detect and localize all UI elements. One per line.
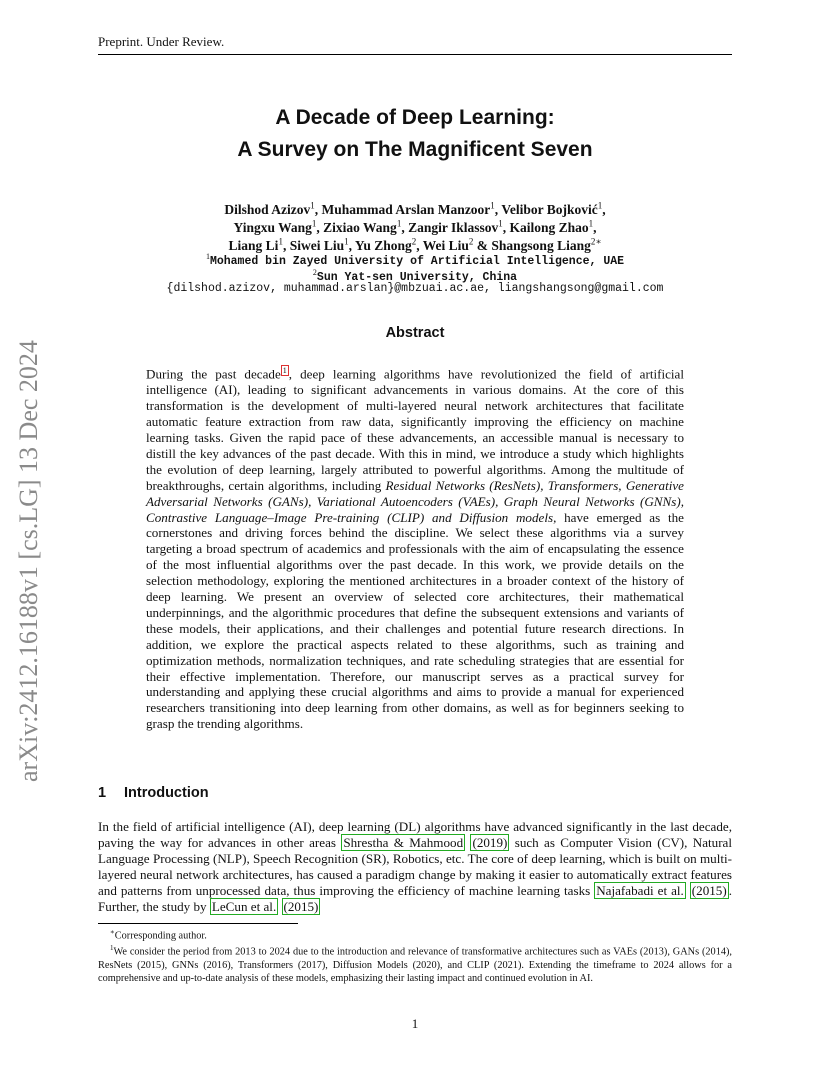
author: Wei Liu$^2$ & — [422, 236, 492, 253]
section-heading — [98, 785, 209, 801]
footnote-rule — [98, 923, 298, 924]
author: Velibor Bojković$^1$, — [501, 200, 606, 217]
author: Yingxu Wang$^1$, — [233, 218, 324, 235]
arxiv-side-stamp: arXiv:2412.16188v1 [cs.LG] 13 Dec 2024 — [14, 340, 43, 782]
citation-link[interactable]: Shrestha & Mahmood — [343, 835, 464, 850]
citation-link[interactable]: Najafabadi et al. — [596, 883, 684, 898]
header-note: Preprint. Under Review. — [98, 34, 225, 49]
citation-year-link[interactable]: (2015) — [691, 883, 727, 898]
author: Shangsong Liang$^{2∗}$ — [491, 236, 602, 253]
abstract-body: During the past decade $^1$ , deep learning algorithms have revolutionized the field of artificial intelligence (AI), leading to significant advancements in various domains. At the core of this transformation is the development of multi-layered neural network architectures that facilitate automatic feature extraction from raw data, significantly improving the efficiency on machine learning tasks. Given the rapid pace of these advancements, an accessible manual is necessary to distill the key advances of the past decade. With this in mind, we introduce a study which highlights the evolution of deep learning, largely attributed to powerful algorithms. Among the multitude of breakthroughs, certain algorithms, including Residual Networks (ResNets), Transformers, Generative Adversarial Networks (GANs), Variational Autoencoders (VAEs), Graph Neural Networks (GNNs), Contrastive Language–Image Pre-training (CLIP) and Diffusion models, have emerged as the cornerstones and driving forces behind the discipline. We select these algorithms via a survey targeting a broad spectrum of academics and professionals with the aim of encapsulating the essence of the most influential algorithms over the past decade. In this work, we provide details on the selection methodology, exploring the mentioned architectures in a broader context of the history of deep learning. We present an overview of selected core architectures, their mathematical underpinnings, and the algorithmic procedures that define the subsequent extensions and variants of these models, their applications, and their challenges and potential future research directions. In addition, we explore the practical aspects related to these algorithms, such as training and optimization methods, normalization techniques, and rate scheduling strategies that are essential for their effective implementation. Therefore, our manuscript serves as a practical survey for understanding and applying these crucial algorithms and aims to provide a manual for experienced researchers transitioning into deep learning from other domains, as well as for beginners seeking to grasp the trending algorithms. — [146, 366, 685, 732]
header-rule — [98, 54, 732, 55]
section-title: Introduction — [124, 785, 209, 801]
author: Siwei Liu$^1$, — [289, 236, 355, 253]
author: Zangir Iklassov$^1$, — [408, 218, 510, 235]
footnote-1: $^1$We consider the period from 2013 to 2024 due to the introduction and relevance of transformative architectures such as VAEs (2013), GANs (2014), ResNets (2015), GNNs (2016), Transformers (2017), Diffusion Models (2020), and CLIP (2021). Extending the timeframe to 2024 allows for a comprehensive and up-to-date analysis of these models, emphasizing their lasting impact and continued evolution in AI. — [98, 944, 732, 984]
affiliation-1: $^1$Mohamed bin Zayed University of Artificial Intelligence, UAE — [205, 252, 625, 268]
page-number: 1 — [411, 1016, 419, 1031]
footnote-corresponding: ∗Corresponding author. — [110, 928, 207, 942]
intro-paragraph: In the field of artificial intelligence (AI), deep learning (DL) algorithms have advanced significantly in the last decade, paving the way for advances in other areas Shrestha & Mahmood (2019) such as Computer Vision (CV), Natural Language Processing (NLP), Speech Recognition (SR), Robotics, etc. The core of deep learning, which is built on multi-layered neural network architectures, has caused a paradigm change by making it easier to automatically extract features and patterns from unprocessed data, thus improving the efficiency of machine learning tasks Najafabadi et al. (2015) . Further, the study by LeCun et al. (2015) — [98, 819, 733, 914]
author: Liang Li$^1$, — [228, 236, 290, 253]
footnotes — [98, 926, 732, 985]
title-line-1: A Decade of Deep Learning: — [275, 106, 555, 129]
section-number: 1 — [98, 785, 107, 801]
author: Dilshod Azizov$^1$, — [224, 200, 322, 217]
citation-year-link[interactable]: (2019) — [472, 835, 508, 850]
author: Yu Zhong$^2$, — [354, 236, 423, 253]
author: Muhammad Arslan Manzoor$^1$, — [321, 200, 502, 217]
citation-link[interactable]: LeCun et al. — [211, 899, 277, 914]
author: Zixiao Wang$^1$, — [323, 218, 409, 235]
affiliation-2: $^2$Sun Yat-sen University, China — [312, 268, 518, 284]
abstract-heading: Abstract — [385, 325, 445, 341]
footnote-1-link[interactable]: 1 — [282, 366, 287, 375]
author-emails: {dilshod.azizov, muhammad.arslan}@mbzuai.ac.ae, liangshangsong@gmail.com — [166, 282, 664, 295]
title-line-2: A Survey on The Magnificent Seven — [237, 138, 593, 161]
citation-year-link[interactable]: (2015) — [283, 899, 319, 914]
author: Kailong Zhao$^1$, — [509, 218, 597, 235]
